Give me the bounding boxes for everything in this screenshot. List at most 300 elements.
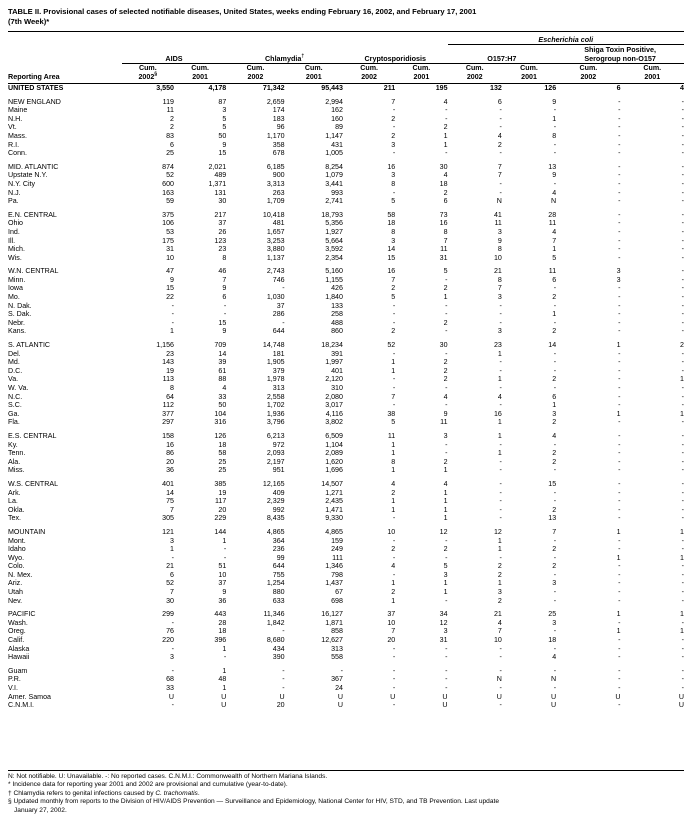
row-value: -: [681, 301, 684, 310]
row-value: 2,994: [325, 97, 343, 106]
row-value: 9,330: [325, 514, 343, 523]
row-value: 1,871: [325, 618, 343, 627]
row-value: 2,021: [208, 162, 227, 171]
table-row: [8, 393, 684, 402]
row-value: 1: [222, 666, 227, 675]
row-value: 3,017: [325, 401, 343, 410]
table-row: [8, 189, 684, 198]
row-value: 2: [443, 545, 448, 554]
row-value: -: [681, 162, 684, 171]
row-value: 14: [387, 245, 396, 254]
row-value: 15: [218, 318, 227, 327]
row-value: 1: [616, 341, 621, 350]
row-value: -: [618, 545, 621, 554]
row-value: 3: [391, 236, 396, 245]
row-value: 1,840: [325, 293, 343, 302]
row-value: 755: [272, 570, 285, 579]
footnote-legend: N: Not notifiable. U: Unavailable. -: No reported cases. C.N.M.I.: Commonwealth of Northern Mariana Islands.: [8, 770, 684, 781]
row-value: 220: [162, 636, 174, 645]
row-value: -: [618, 418, 621, 427]
row-value: -: [681, 505, 684, 514]
row-area-label: Ala.: [8, 457, 21, 466]
row-value: 1,620: [325, 457, 343, 466]
row-value: 860: [331, 327, 343, 336]
row-value: 11,346: [263, 610, 285, 619]
row-area-label: P.R.: [8, 675, 21, 684]
table-row: [8, 171, 684, 180]
footnote-3b: January 27, 2002.: [14, 806, 67, 814]
row-value: -: [392, 701, 396, 710]
row-area-label: Guam: [8, 666, 28, 675]
row-value: -: [681, 562, 684, 571]
row-value: 1,437: [325, 579, 343, 588]
row-value: -: [553, 627, 557, 636]
row-value: -: [681, 210, 684, 219]
row-value: -: [681, 684, 684, 692]
table-row: [8, 319, 684, 328]
row-value: -: [499, 358, 502, 367]
row-value: 249: [331, 545, 343, 554]
row-value: U: [279, 692, 285, 701]
table-row: [8, 579, 684, 588]
row-value: 1,905: [266, 358, 285, 367]
row-area-label: Vt.: [8, 123, 17, 132]
row-area-label: MID. ATLANTIC: [8, 162, 59, 171]
row-value: -: [553, 123, 557, 132]
row-value: -: [445, 327, 448, 336]
row-value: 4: [391, 479, 396, 488]
row-value: 7: [391, 627, 396, 636]
row-area-label: W.S. CENTRAL: [8, 479, 59, 488]
row-value: -: [445, 384, 448, 392]
row-value: 9: [222, 327, 227, 336]
row-value: 9: [497, 236, 502, 245]
row-value: -: [553, 140, 557, 149]
row-value: 4: [552, 188, 557, 197]
row-area-label: Fla.: [8, 418, 20, 427]
row-value: -: [681, 179, 684, 188]
table-row: [8, 427, 684, 441]
row-value: -: [618, 375, 621, 384]
row-area-label: Wash.: [8, 618, 28, 627]
row-value: 409: [272, 488, 285, 497]
row-value: 16: [493, 409, 502, 418]
row-area-label: S. Dak.: [8, 310, 32, 319]
row-value: 13: [548, 162, 557, 171]
row-value: 2: [552, 505, 557, 514]
row-value: -: [618, 253, 621, 262]
row-value: 162: [331, 106, 343, 115]
table-row: [8, 302, 684, 311]
row-value: 2: [443, 457, 448, 466]
row-value: 426: [331, 284, 343, 293]
row-area-label: NEW ENGLAND: [8, 97, 61, 106]
row-value: 6: [552, 392, 557, 401]
row-value: -: [499, 497, 502, 506]
row-value: -: [681, 457, 684, 466]
row-value: -: [618, 644, 621, 653]
row-value: 174: [272, 106, 285, 115]
row-value: 1,927: [325, 227, 343, 236]
row-value: U: [678, 701, 684, 710]
table-row: [8, 636, 684, 645]
row-value: -: [618, 219, 621, 228]
row-value: 375: [162, 210, 174, 219]
row-value: U: [221, 701, 227, 710]
row-area-label: Miss.: [8, 466, 25, 475]
row-value: -: [223, 310, 227, 319]
row-value: 1: [443, 488, 448, 497]
row-area-label: Pa.: [8, 197, 19, 206]
row-value: 61: [218, 366, 227, 375]
row-value: 39: [218, 358, 227, 367]
row-value: -: [553, 318, 557, 327]
table-row: [8, 571, 684, 580]
row-value: 1: [443, 514, 448, 523]
row-value: 28: [218, 618, 227, 627]
row-value: -: [681, 431, 684, 440]
row-value: 28: [548, 210, 557, 219]
header-crypto-cum2001: Cum. 2001: [412, 64, 431, 81]
row-value: -: [681, 253, 684, 262]
row-value: 25: [218, 466, 227, 475]
row-value: 33: [218, 392, 227, 401]
row-value: 18,793: [321, 210, 343, 219]
row-value: 5,160: [325, 267, 343, 276]
row-value: 297: [162, 418, 174, 427]
row-value: 1,997: [325, 358, 343, 367]
row-value: -: [618, 106, 621, 115]
row-value: -: [618, 327, 621, 336]
row-value: 1,156: [156, 341, 174, 350]
row-value: 633: [272, 596, 285, 605]
table-row: [8, 219, 684, 228]
row-value: 4: [222, 384, 227, 392]
table-row: [8, 545, 684, 554]
row-value: -: [618, 488, 621, 497]
row-value: 1: [616, 627, 621, 636]
row-value: 1: [680, 527, 684, 536]
row-value: 15: [548, 479, 557, 488]
row-value: -: [618, 179, 621, 188]
row-value: -: [553, 366, 557, 375]
row-value: 3: [616, 275, 621, 284]
row-value: 2: [443, 366, 448, 375]
row-value: -: [499, 505, 502, 514]
row-value: 1,657: [266, 227, 285, 236]
row-value: 3,550: [156, 84, 174, 92]
row-area-label: Ky.: [8, 440, 18, 449]
row-value: 159: [331, 536, 343, 545]
row-value: 71,342: [262, 84, 285, 92]
row-value: 4: [497, 131, 502, 140]
row-value: 126: [544, 84, 557, 92]
row-value: -: [618, 149, 621, 158]
row-value: -: [392, 570, 396, 579]
row-value: -: [618, 479, 621, 488]
row-value: 3,253: [266, 236, 285, 245]
row-area-label: E.S. CENTRAL: [8, 431, 57, 440]
row-value: 88: [218, 375, 227, 384]
row-value: -: [681, 384, 684, 392]
row-value: 30: [439, 162, 448, 171]
row-value: 47: [166, 267, 174, 276]
row-value: -: [681, 245, 684, 254]
row-value: 8: [391, 457, 396, 466]
row-value: -: [171, 644, 174, 653]
row-area-label: PACIFIC: [8, 610, 36, 619]
row-value: 2,329: [266, 497, 285, 506]
row-area-label: Utah: [8, 588, 23, 597]
row-value: 113: [162, 375, 174, 384]
row-value: 2,741: [325, 197, 343, 206]
row-value: -: [618, 457, 621, 466]
row-value: 25: [166, 149, 174, 158]
row-value: 2: [497, 596, 502, 605]
row-value: 37: [387, 610, 396, 619]
row-value: 229: [214, 514, 227, 523]
table-row: [8, 701, 684, 710]
row-area-label: UNITED STATES: [8, 84, 64, 92]
row-value: -: [618, 97, 621, 106]
row-area-label: Ill.: [8, 236, 16, 245]
table-row: [8, 262, 684, 276]
row-value: 9: [443, 409, 448, 418]
row-value: 263: [272, 188, 285, 197]
row-value: -: [681, 227, 684, 236]
row-value: -: [553, 644, 557, 653]
row-value: 20: [276, 701, 285, 710]
row-value: 1,030: [266, 293, 285, 302]
row-value: -: [681, 366, 684, 375]
row-value: -: [618, 162, 621, 171]
row-value: 132: [490, 84, 502, 92]
row-value: -: [681, 123, 684, 132]
table-row: [8, 506, 684, 515]
row-value: 1: [616, 409, 621, 418]
row-value: -: [499, 114, 502, 123]
row-value: -: [392, 188, 396, 197]
header-reporting-area: Reporting Area: [8, 72, 60, 81]
row-value: 3: [443, 570, 448, 579]
header-o157-cum2002: Cum. 2002: [465, 64, 484, 81]
row-value: 4,178: [208, 84, 227, 92]
row-value: 52: [166, 171, 174, 180]
table-row: [8, 523, 684, 537]
row-value: 4: [680, 84, 684, 92]
row-value: 19: [166, 366, 174, 375]
row-value: -: [618, 505, 621, 514]
row-value: -: [681, 636, 684, 645]
row-value: -: [681, 579, 684, 588]
row-value: 5: [222, 114, 227, 123]
row-value: 8,254: [325, 162, 343, 171]
row-value: 3: [552, 618, 557, 627]
row-area-label: Maine: [8, 106, 28, 115]
table-row: [8, 562, 684, 571]
row-value: U: [337, 692, 343, 701]
row-value: -: [171, 301, 174, 310]
row-value: 20: [166, 457, 174, 466]
row-value: -: [553, 684, 557, 692]
row-value: -: [618, 579, 621, 588]
row-value: 5,664: [325, 236, 343, 245]
row-value: -: [553, 384, 557, 392]
row-value: -: [618, 245, 621, 254]
row-value: 443: [214, 610, 227, 619]
row-area-label: Wis.: [8, 253, 22, 262]
row-value: 18: [548, 636, 557, 645]
row-value: -: [618, 570, 621, 579]
table-row: [8, 358, 684, 367]
row-value: -: [681, 284, 684, 293]
row-area-label: C.N.M.I.: [8, 701, 35, 710]
row-value: 1,079: [325, 171, 343, 180]
row-value: -: [681, 514, 684, 523]
row-value: U: [442, 692, 448, 701]
row-value: 3,802: [325, 418, 343, 427]
row-value: -: [618, 401, 621, 410]
row-area-label: Colo.: [8, 562, 25, 571]
row-value: -: [223, 653, 227, 662]
row-value: 51: [218, 562, 227, 571]
row-value: 15: [387, 253, 396, 262]
row-value: -: [553, 588, 557, 597]
row-value: -: [681, 588, 684, 597]
header-aids-cum2002: Cum. 2002§: [138, 64, 158, 81]
row-value: 18: [439, 179, 448, 188]
row-value: 2: [552, 418, 557, 427]
row-value: 709: [214, 341, 227, 350]
row-value: 2: [170, 123, 174, 132]
table-row: [8, 206, 684, 220]
row-value: 22: [166, 293, 174, 302]
row-value: -: [499, 457, 502, 466]
row-value: 1,271: [325, 488, 343, 497]
row-value: 15: [218, 149, 227, 158]
row-value: 25: [548, 610, 557, 619]
row-area-label: Iowa: [8, 284, 23, 293]
row-area-label: Tenn.: [8, 449, 26, 458]
row-area-label: La.: [8, 497, 18, 506]
row-value: U: [390, 692, 396, 701]
row-value: 1,696: [325, 466, 343, 475]
row-value: -: [499, 488, 502, 497]
row-value: 24: [335, 684, 343, 692]
row-area-label: Ohio: [8, 219, 23, 228]
row-value: 2,435: [325, 497, 343, 506]
table-row: [8, 645, 684, 654]
header-aids-cum2001: Cum. 2001: [191, 64, 209, 81]
row-value: 299: [162, 610, 174, 619]
row-value: 3: [552, 409, 557, 418]
row-value: 1: [443, 293, 448, 302]
row-value: -: [171, 310, 174, 319]
row-value: 1: [443, 140, 448, 149]
table-row: [8, 410, 684, 419]
row-value: -: [223, 545, 227, 554]
row-value: U: [221, 692, 227, 701]
row-value: 2: [497, 570, 502, 579]
row-value: -: [499, 149, 502, 158]
row-value: 2: [552, 457, 557, 466]
row-value: 1,147: [325, 131, 343, 140]
row-area-label: S. ATLANTIC: [8, 341, 51, 350]
row-value: 1: [680, 553, 684, 562]
row-value: -: [499, 514, 502, 523]
row-value: 1,170: [266, 131, 285, 140]
row-value: 2,120: [325, 375, 343, 384]
row-value: -: [681, 401, 684, 410]
row-value: 52: [387, 341, 396, 350]
row-value: 5: [443, 562, 448, 571]
header-group-cryptosporidiosis: Cryptosporidiosis: [343, 45, 448, 64]
footnote-2: † Chlamydia refers to genital infections caused by C. trachomatis.: [8, 789, 200, 797]
row-value: -: [618, 114, 621, 123]
row-value: 2: [443, 375, 448, 384]
row-value: -: [681, 570, 684, 579]
row-value: 123: [214, 236, 227, 245]
row-value: 305: [162, 514, 174, 523]
row-value: N: [496, 197, 502, 206]
row-area-label: N. Dak.: [8, 301, 32, 310]
row-value: -: [392, 310, 396, 319]
row-value: -: [618, 131, 621, 140]
row-value: -: [445, 666, 448, 675]
row-area-label: Hawaii: [8, 653, 30, 662]
row-value: 1: [616, 527, 621, 536]
row-value: -: [681, 114, 684, 123]
row-value: -: [392, 536, 396, 545]
row-area-label: Ariz.: [8, 579, 23, 588]
row-value: -: [445, 449, 448, 458]
row-area-label: Amer. Samoa: [8, 692, 51, 701]
row-value: 1: [391, 497, 396, 506]
row-area-label: N.C.: [8, 392, 23, 401]
row-value: 600: [162, 179, 174, 188]
row-value: -: [681, 327, 684, 336]
row-value: 58: [218, 449, 227, 458]
row-value: U: [337, 701, 343, 710]
row-value: 5: [391, 197, 396, 206]
row-value: 1: [616, 610, 621, 619]
row-value: -: [553, 596, 557, 605]
row-value: 10: [387, 618, 396, 627]
row-value: 83: [166, 131, 174, 140]
row-value: -: [618, 684, 621, 692]
notifiable-diseases-table: [8, 31, 684, 710]
row-value: 5: [222, 123, 227, 132]
header-o157-cum2001: Cum. 2001: [520, 64, 538, 81]
row-value: 58: [387, 210, 396, 219]
row-value: -: [171, 701, 174, 710]
row-value: 6: [443, 197, 448, 206]
row-value: 4,865: [266, 527, 285, 536]
row-value: 8,435: [266, 514, 285, 523]
row-value: 20: [218, 505, 227, 514]
row-value: 6: [497, 97, 502, 106]
table-row: [8, 441, 684, 450]
row-value: 2: [497, 562, 502, 571]
row-value: 4: [497, 618, 502, 627]
row-value: -: [445, 536, 448, 545]
row-value: -: [499, 644, 502, 653]
row-value: 23: [166, 349, 174, 358]
row-value: 131: [214, 188, 227, 197]
row-value: -: [553, 179, 557, 188]
row-value: N: [496, 675, 502, 684]
row-value: 8: [552, 131, 557, 140]
